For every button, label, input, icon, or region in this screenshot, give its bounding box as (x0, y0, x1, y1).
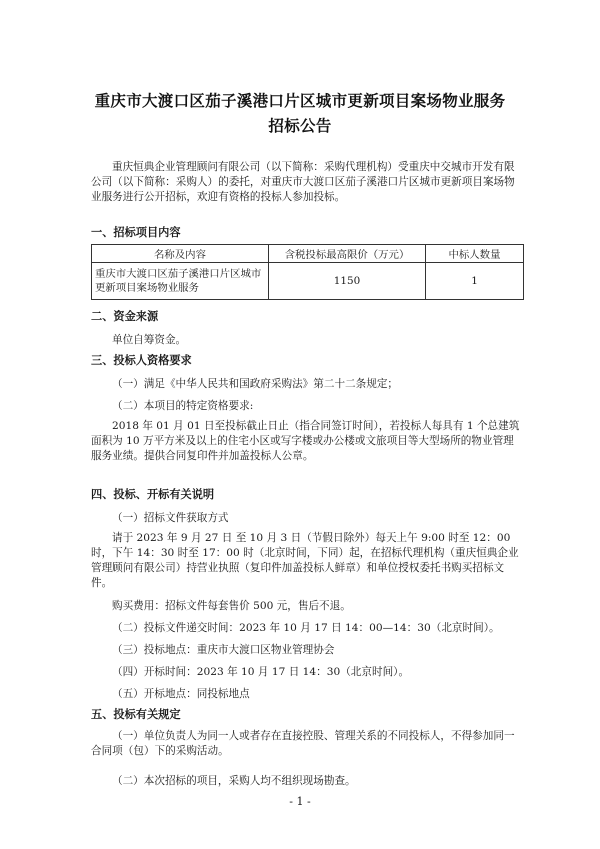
section-3-heading: 三、投标人资格要求 (91, 354, 192, 367)
bidding-item-5: （五）开标地点：同投标地点 (112, 688, 250, 700)
table-header-name: 名称及内容 (92, 245, 269, 263)
section-4-heading: 四、投标、开标有关说明 (91, 488, 215, 501)
project-table (91, 244, 524, 300)
rules-item-1: （一）单位负责人为同一人或者存在直接控股、管理关系的不同投标人，不得参加同一合同项（包）下的采购活动。 (91, 730, 515, 757)
table-cell-count: 1 (426, 263, 524, 300)
bidding-text-2: 购买费用：招标文件每套售价 500 元，售后不退。 (112, 600, 351, 612)
intro-paragraph: 重庆恒典企业管理顾问有限公司（以下简称：采购代理机构）受重庆中交城市开发有限公司（以下简称：采购人）的委托，对重庆市大渡口区茄子溪港口片区城市更新项目案场物业服务进行公开招标，欢迎有资格的投标人参加投标。 (91, 161, 515, 203)
bidding-item-2: （二）投标文件递交时间：2023 年 10 月 17 日 14：00—14：30（北京时间）。 (112, 622, 500, 634)
document-title: 重庆市大渡口区茄子溪港口片区城市更新项目案场物业服务 (94, 92, 506, 110)
section-2-heading: 二、资金来源 (91, 310, 159, 323)
section-1-heading: 一、招标项目内容 (91, 226, 181, 239)
bidding-text-1: 请于 2023 年 9 月 27 日 至 10 月 3 日（节假日除外）每天上午 9:00 时至 12：00 时，下午 14：30 时至 17：00 时（北京时间，下同）起，在招标代理机构（重庆恒典企业管理顾问有限公司）持营业执照（复印件加盖投标人鲜章）和单位授权委托书购买招标文件。 (91, 532, 519, 589)
qualification-text: 2018 年 01 月 01 日至投标截止日止（指合同签订时间），若投标人每具有 1 个总建筑面积为 10 万平方米及以上的住宅小区或写字楼或办公楼或文旅项目等大型场所的物业管理服务业绩。提供合同复印件并加盖投标人公章。 (91, 420, 520, 462)
page-number: - 1 - (289, 795, 311, 808)
section-5-heading: 五、投标有关规定 (91, 708, 181, 721)
bidding-item-3: （三）投标地点：重庆市大渡口区物业管理协会 (112, 644, 335, 656)
table-cell-price: 1150 (269, 263, 426, 300)
table-header-count: 中标人数量 (426, 245, 524, 263)
table-cell-name: 重庆市大渡口区茄子溪港口片区城市更新项目案场物业服务 (92, 263, 269, 300)
bidding-item-1: （一）招标文件获取方式 (112, 512, 229, 524)
table-header-price: 含税投标最高限价（万元） (269, 245, 426, 263)
document-title-line2: 招标公告 (268, 117, 332, 135)
qualification-item-1: （一）满足《中华人民共和国政府采购法》第二十二条规定； (112, 378, 399, 390)
qualification-item-2: （二）本项目的特定资格要求: (112, 400, 254, 412)
bidding-item-4: （四）开标时间：2023 年 10 月 17 日 14：30（北京时间）。 (112, 666, 410, 678)
rules-item-2: （二）本次招标的项目，采购人均不组织现场勘查。 (112, 775, 356, 787)
funding-text: 单位自筹资金。 (112, 334, 187, 346)
